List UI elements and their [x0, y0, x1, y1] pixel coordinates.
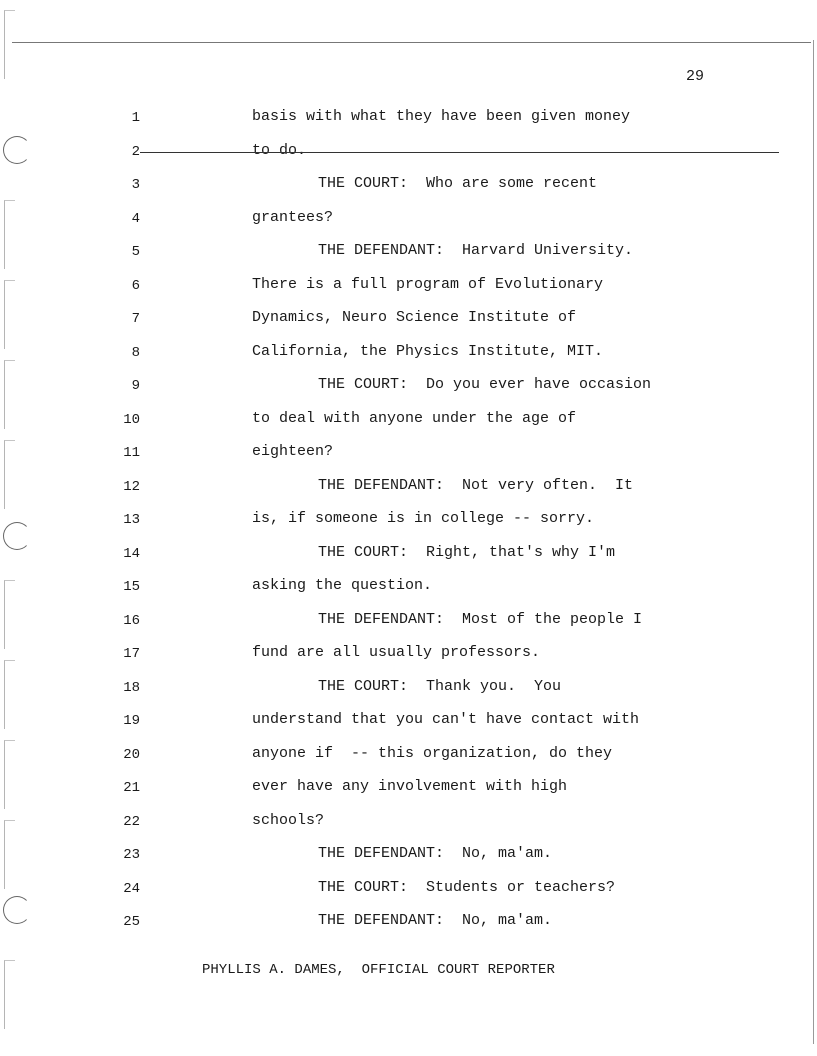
transcript-line — [0, 611, 817, 631]
line-text: to do. — [252, 142, 307, 159]
line-number: 24 — [123, 881, 140, 897]
line-text: basis with what they have been given money — [252, 108, 631, 125]
top-rule — [12, 42, 811, 43]
strike-through-rule — [140, 152, 779, 153]
line-text: THE COURT: Thank you. You — [318, 678, 562, 695]
transcript-line — [0, 108, 817, 128]
line-number: 6 — [131, 278, 140, 294]
line-number: 21 — [123, 780, 140, 796]
line-text: THE DEFENDANT: Not very often. It — [318, 477, 634, 494]
line-number: 19 — [123, 713, 140, 729]
line-text: THE DEFENDANT: Harvard University. — [318, 242, 634, 259]
binding-mark — [4, 960, 15, 1029]
line-text: understand that you can't have contact with — [252, 711, 640, 728]
line-number: 7 — [131, 311, 140, 327]
line-text: THE COURT: Right, that's why I'm — [318, 544, 616, 561]
transcript-line — [0, 142, 817, 162]
line-number: 15 — [123, 579, 140, 595]
page-number: 29 — [686, 68, 705, 85]
line-text: ever have any involvement with high — [252, 778, 568, 795]
line-number: 16 — [123, 613, 140, 629]
line-text: THE COURT: Do you ever have occasion — [318, 376, 652, 393]
transcript-line — [0, 510, 817, 530]
line-text: anyone if -- this organization, do they — [252, 745, 613, 762]
line-text: fund are all usually professors. — [252, 644, 541, 661]
transcript-line — [0, 477, 817, 497]
line-text: grantees? — [252, 209, 334, 226]
line-text: THE DEFENDANT: Most of the people I — [318, 611, 643, 628]
transcript-line — [0, 912, 817, 932]
line-number: 13 — [123, 512, 140, 528]
line-text: schools? — [252, 812, 325, 829]
line-text: THE DEFENDANT: No, ma'am. — [318, 912, 553, 929]
line-number: 25 — [123, 914, 140, 930]
transcript-line — [0, 443, 817, 463]
line-number: 10 — [123, 412, 140, 428]
line-text: eighteen? — [252, 443, 334, 460]
transcript-line — [0, 577, 817, 597]
transcript-line — [0, 376, 817, 396]
line-number: 12 — [123, 479, 140, 495]
transcript-line — [0, 209, 817, 229]
line-text: asking the question. — [252, 577, 433, 594]
transcript-line — [0, 879, 817, 899]
line-number: 20 — [123, 747, 140, 763]
line-text: Dynamics, Neuro Science Institute of — [252, 309, 577, 326]
transcript-line — [0, 745, 817, 765]
transcript-line — [0, 309, 817, 329]
line-text: THE COURT: Students or teachers? — [318, 879, 616, 896]
line-text: California, the Physics Institute, MIT. — [252, 343, 604, 360]
transcript-line — [0, 343, 817, 363]
line-text: THE DEFENDANT: No, ma'am. — [318, 845, 553, 862]
line-number: 23 — [123, 847, 140, 863]
line-number: 18 — [123, 680, 140, 696]
transcript-line — [0, 544, 817, 564]
line-number: 11 — [123, 445, 140, 461]
line-text: to deal with anyone under the age of — [252, 410, 577, 427]
line-number: 2 — [131, 144, 140, 160]
transcript-line — [0, 276, 817, 296]
line-number: 14 — [123, 546, 140, 562]
line-number: 9 — [131, 378, 140, 394]
line-number: 17 — [123, 646, 140, 662]
transcript-line — [0, 644, 817, 664]
transcript-line — [0, 175, 817, 195]
line-number: 8 — [131, 345, 140, 361]
transcript-line — [0, 242, 817, 262]
line-number: 4 — [131, 211, 140, 227]
line-number: 1 — [131, 110, 140, 126]
transcript-line — [0, 678, 817, 698]
line-text: THE COURT: Who are some recent — [318, 175, 598, 192]
binding-mark — [4, 10, 15, 79]
court-reporter-footer: PHYLLIS A. DAMES, OFFICIAL COURT REPORTER — [202, 962, 555, 978]
line-number: 3 — [131, 177, 140, 193]
line-text: There is a full program of Evolutionary — [252, 276, 604, 293]
line-number: 5 — [131, 244, 140, 260]
transcript-line — [0, 711, 817, 731]
line-text: is, if someone is in college -- sorry. — [252, 510, 595, 527]
transcript-line — [0, 410, 817, 430]
line-number: 22 — [123, 814, 140, 830]
transcript-line — [0, 812, 817, 832]
transcript-line — [0, 845, 817, 865]
transcript-line — [0, 778, 817, 798]
